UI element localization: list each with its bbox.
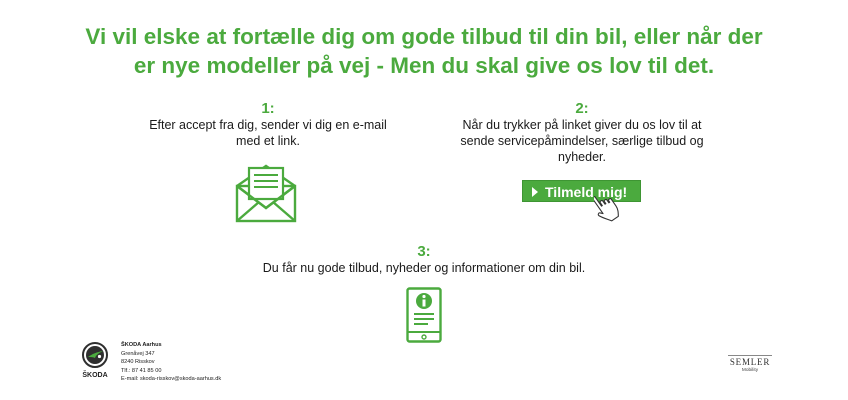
dealer-phone: Tlf.: 87 41 85 00 xyxy=(121,367,162,374)
hand-pointer-icon xyxy=(594,192,628,231)
step-3-number: 3: xyxy=(417,243,431,260)
skoda-logo-text: ŠKODA xyxy=(82,372,108,379)
signup-button-label: Tilmeld mig! xyxy=(545,184,628,200)
step-1-text-line-2: med et link. xyxy=(236,134,300,148)
step-2-text-line-1: Når du trykker på linket giver du os lov til at xyxy=(462,118,702,132)
headline xyxy=(0,22,848,80)
step-2-text-line-2: sende servicepåmindelser, særlige tilbud og xyxy=(460,134,704,148)
step-3-text-line-1: Du får nu gode tilbud, nyheder og informationer om din bil. xyxy=(262,261,586,275)
step-3 xyxy=(224,244,624,276)
semler-sub: Mobility xyxy=(741,368,759,373)
step-2-text-line-3: nyheder. xyxy=(558,150,606,164)
step-1-number: 1: xyxy=(261,100,275,117)
dealer-name: ŠKODA Aarhus xyxy=(121,342,162,348)
step-1-text-line-1: Efter accept fra dig, sender vi dig en e-mail xyxy=(149,118,387,132)
headline-line-2: er nye modeller på vej - Men du skal give os lov til det. xyxy=(133,53,715,78)
envelope-icon xyxy=(235,162,297,229)
headline-line-1: Vi vil elske at fortælle dig om gode tilbud til din bil, eller når der xyxy=(85,24,763,49)
phone-info-icon xyxy=(406,287,442,348)
skoda-logo xyxy=(80,342,110,385)
semler-logo xyxy=(728,355,772,374)
step-1 xyxy=(120,101,416,149)
play-arrow-icon xyxy=(532,187,538,197)
dealer-city: 8240 Risskov xyxy=(121,359,155,366)
dealer-email: E-mail: skoda-risskov@skoda-aarhus.dk xyxy=(121,376,222,383)
step-2-number: 2: xyxy=(575,100,589,117)
dealer-contact xyxy=(121,341,221,384)
dealer-street: Grenåvej 347 xyxy=(121,350,155,357)
step-2 xyxy=(432,101,732,165)
semler-name: SEMLER xyxy=(729,357,771,367)
